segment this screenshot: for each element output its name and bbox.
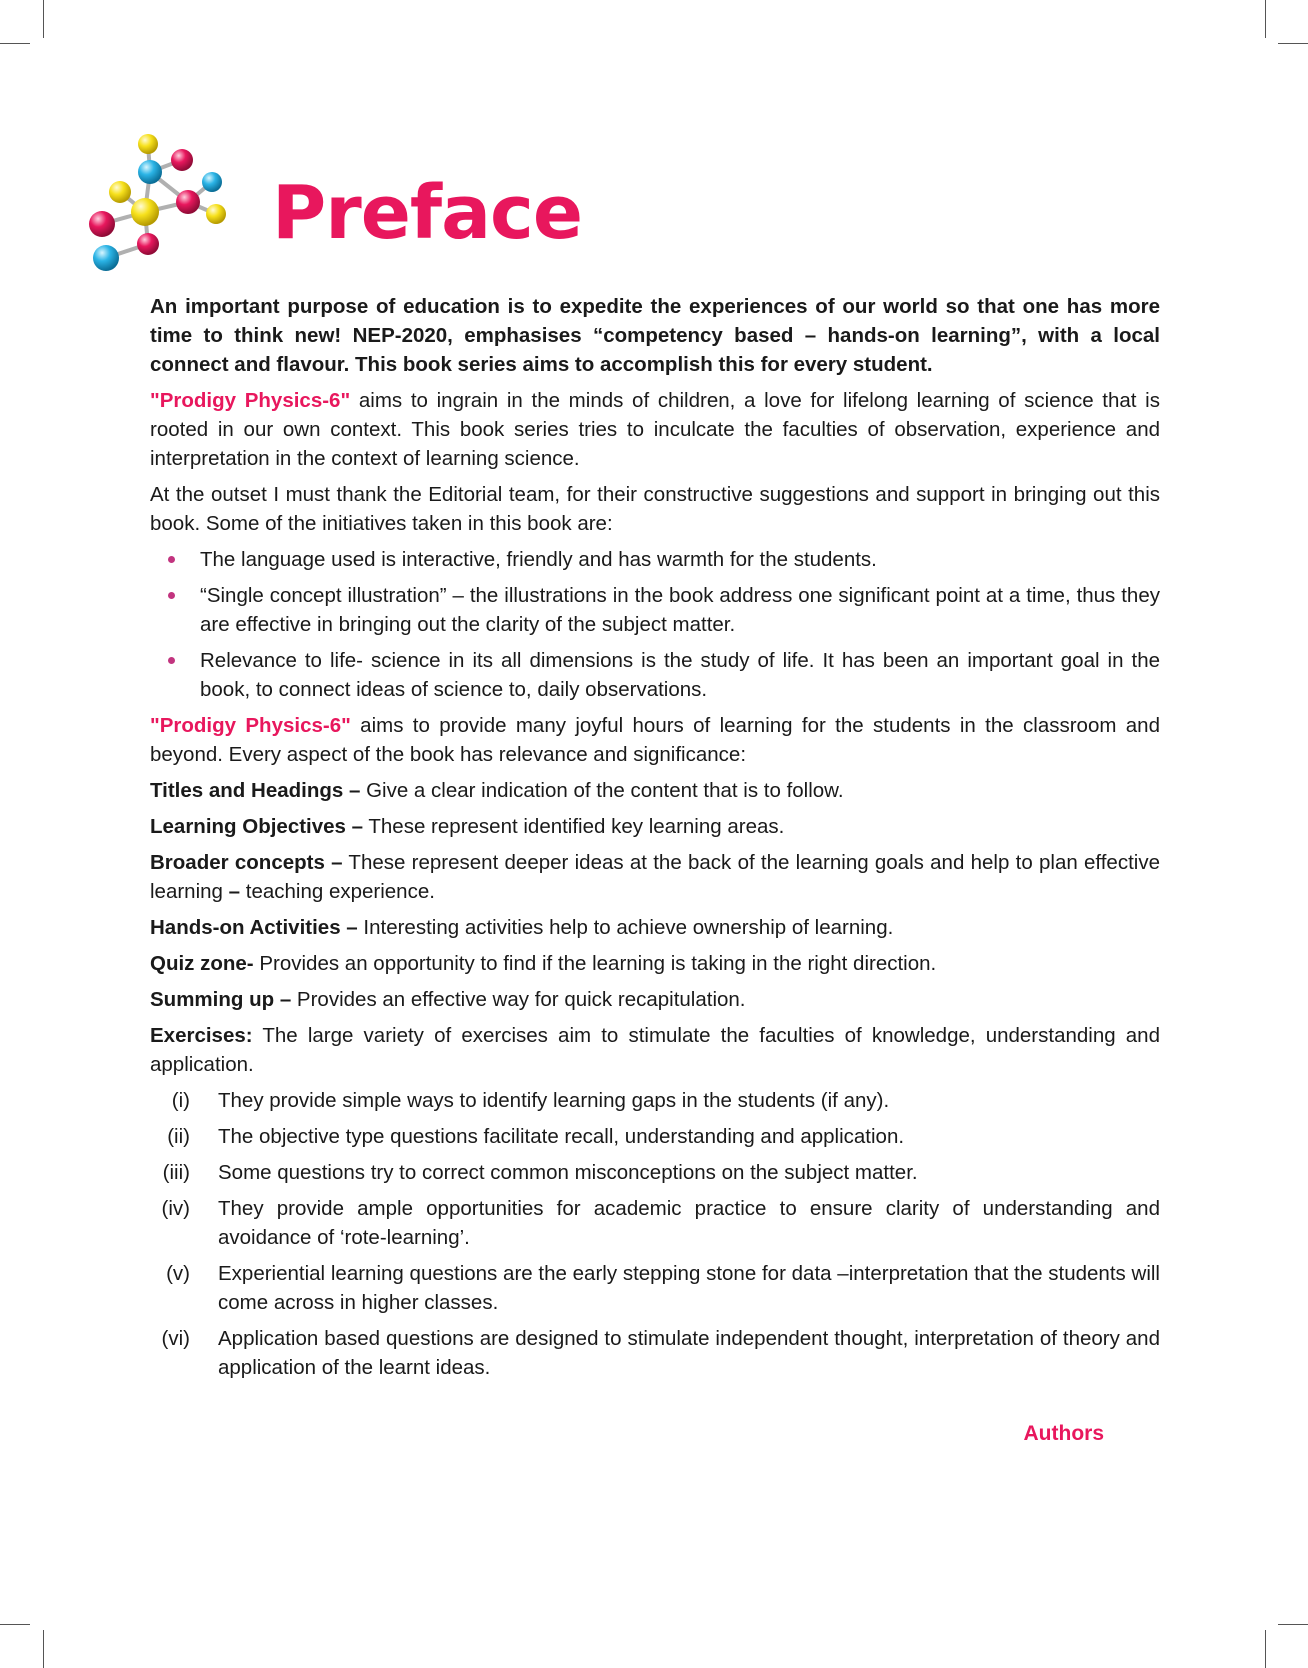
feature-dash: – [228,880,241,903]
feature-desc: Give a clear indication of the content that is to follow. [360,779,844,802]
thanks-paragraph: At the outset I must thank the Editorial team, for their constructive suggestions and support in bringing out this book. Some of the initiatives taken in this book are: [150,483,1160,535]
list-item-text: They provide simple ways to identify learning gaps in the students (if any). [218,1089,890,1112]
crop-mark [1265,0,1266,38]
list-item [150,1194,1160,1252]
list-item [150,1122,1160,1151]
list-number: (iv) [161,1197,190,1220]
book-title: "Prodigy Physics-6" [150,714,351,737]
molecule-model-icon [80,132,250,292]
book-joy-paragraph [150,711,1160,769]
feature-summing-up [150,985,1160,1014]
list-item-text: Application based questions are designed to stimulate independent thought, interpretation of theory and application of the learnt ideas. [218,1327,1160,1379]
feature-desc: These represent identified key learning areas. [363,815,785,838]
initiatives-list [150,545,1160,704]
list-number: (iii) [162,1161,190,1184]
list-item-text: Experiential learning questions are the early stepping stone for data –interpretation that the students will come across in higher classes. [218,1262,1160,1314]
preface-body [150,292,1160,1389]
feature-learning-objectives [150,812,1160,841]
feature-term: Hands-on Activities – [150,916,358,939]
feature-desc: Provides an opportunity to find if the learning is taking in the right direction. [253,952,937,975]
crop-mark [1278,1624,1308,1625]
feature-term: Quiz zone- [150,952,254,975]
list-item-text: Relevance to life- science in its all dimensions is the study of life. It has been an important goal in the book, to connect ideas of science to, daily observations. [200,649,1160,701]
list-item [150,1259,1160,1317]
feature-desc: teaching experience. [240,880,435,903]
feature-term: Summing up – [150,988,292,1011]
feature-desc: Interesting activities help to achieve ownership of learning. [357,916,894,939]
exercises-list [150,1086,1160,1382]
signature: Authors [1023,1422,1104,1445]
feature-desc: Provides an effective way for quick recapitulation. [291,988,746,1011]
paragraph-text: aims to ingrain in the minds of children, a love for lifelong learning of science that is rooted in our own context. This book series tries to inculcate the faculties of observation, experience and interpretation in the context of learning science. [150,389,1160,470]
list-item-text: The language used is interactive, friendly and has warmth for the students. [200,548,877,571]
feature-broader-concepts [150,848,1160,906]
page-title: Preface [272,170,583,256]
list-number: (ii) [167,1125,190,1148]
feature-titles-headings [150,776,1160,805]
feature-quiz-zone [150,949,1160,978]
crop-mark [0,43,30,44]
feature-term: Learning Objectives – [150,815,364,838]
page-header [80,132,600,292]
list-item-text: “Single concept illustration” – the illustrations in the book address one significant point at a time, thus they are effective in bringing out the clarity of the subject matter. [200,584,1160,636]
bullet-icon [168,556,175,563]
feature-hands-on-activities [150,913,1160,942]
crop-mark [1278,43,1308,44]
list-item [150,1086,1160,1115]
feature-term: Exercises: [150,1024,253,1047]
intro-paragraph: An important purpose of education is to expedite the experiences of our world so that one has more time to think new! NEP-2020, emphasises “competency based – hands-on learning”, with a local connect and flavour. This book series aims to accomplish this for every student. [150,295,1160,376]
list-number: (vi) [161,1327,190,1350]
list-item-text: Some questions try to correct common misconceptions on the subject matter. [218,1161,918,1184]
bullet-icon [168,592,175,599]
list-item [150,545,1160,574]
list-item [150,1158,1160,1187]
feature-desc: These represent deeper ideas at the back of the learning goals and help to plan effective learning [150,851,1160,903]
crop-mark [43,1630,44,1668]
list-item [150,581,1160,639]
list-item-text: They provide ample opportunities for academic practice to ensure clarity of understanding and avoidance of ‘rote-learning’. [218,1197,1160,1249]
list-number: (v) [166,1262,190,1285]
feature-term: Titles and Headings – [150,779,361,802]
crop-mark [43,0,44,38]
feature-term: Broader concepts – [150,851,343,874]
paragraph-text: aims to provide many joyful hours of learning for the students in the classroom and beyond. Every aspect of the book has relevance and significance: [150,714,1160,766]
feature-exercises [150,1021,1160,1079]
crop-mark [1265,1630,1266,1668]
book-aim-paragraph [150,386,1160,473]
feature-desc: The large variety of exercises aim to stimulate the faculties of knowledge, understanding and application. [150,1024,1160,1076]
list-item-text: The objective type questions facilitate recall, understanding and application. [218,1125,905,1148]
crop-mark [0,1624,30,1625]
list-item [150,646,1160,704]
book-title: "Prodigy Physics-6" [150,389,351,412]
list-number: (i) [171,1089,190,1112]
list-item [150,1324,1160,1382]
bullet-icon [168,657,175,664]
